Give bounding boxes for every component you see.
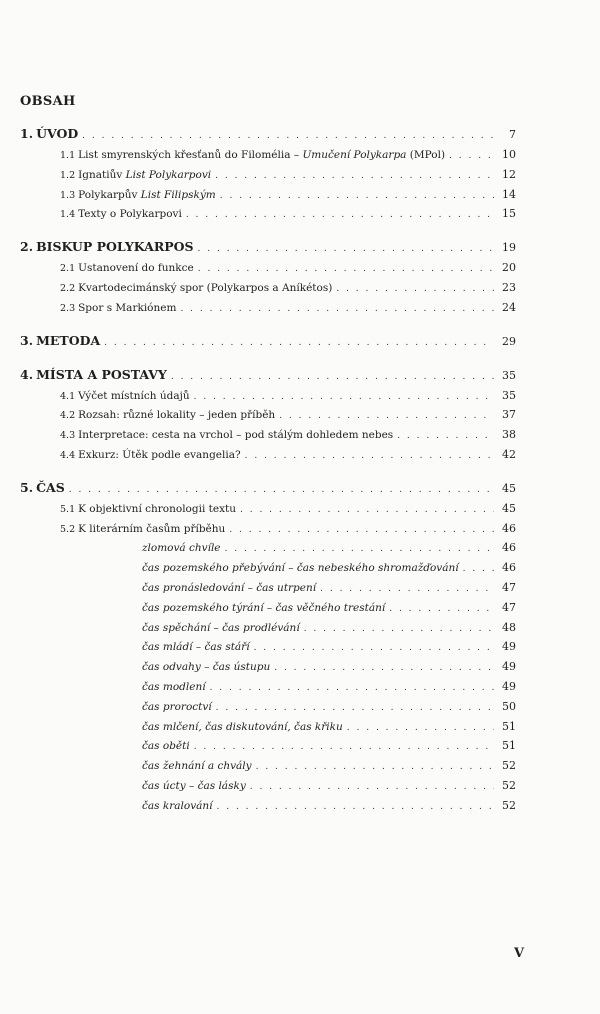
- subentry-title: čas kralování: [142, 799, 213, 812]
- toc-chapter[interactable]: [20, 365, 516, 387]
- chapter-number: 5.: [20, 479, 34, 495]
- toc-subentry[interactable]: [20, 737, 516, 757]
- toc-section-2: [20, 237, 516, 318]
- entry-number: 5.1: [60, 503, 76, 515]
- dot-leader: [198, 239, 494, 259]
- page-number: 46: [502, 541, 516, 555]
- entry-number: 1.2: [60, 169, 76, 181]
- entry-title: Rozsah: různé lokality – jeden příběh: [78, 409, 276, 422]
- chapter-title: BISKUP POLYKARPOS: [36, 239, 194, 255]
- entry-number: 5.2: [60, 523, 76, 535]
- subentry-title: čas mládí – čas stáří: [142, 641, 250, 654]
- page-number: 7: [509, 128, 516, 141]
- page-number: 45: [502, 501, 516, 515]
- dot-leader: [194, 738, 494, 757]
- chapter-number: 1.: [20, 126, 34, 141]
- subentry-title: zlomová chvíle: [142, 542, 221, 555]
- toc-entry[interactable]: [20, 406, 516, 426]
- entry-title: Spor s Markiónem: [78, 301, 177, 314]
- entry-title: Kvartodecimánský spor (Polykarpos a Aníkétos): [78, 281, 333, 294]
- subentry-title: čas spěchání – čas prodlévání: [142, 621, 300, 634]
- subentry-title: čas proroctví: [142, 700, 212, 713]
- entry-title: Výčet místních údajů: [78, 389, 190, 402]
- toc-entry[interactable]: [20, 279, 516, 299]
- dot-leader: [220, 187, 494, 206]
- subentry-title: čas žehnání a chvály: [142, 760, 252, 773]
- toc-section-4: [20, 365, 516, 466]
- page-number: 48: [502, 620, 516, 634]
- dot-leader: [320, 580, 494, 599]
- entry-title: List smyrenských křesťanů do Filomélia – Umučení Polykarpa (MPol): [78, 149, 446, 161]
- dot-leader: [217, 798, 494, 817]
- toc-subentry[interactable]: [20, 559, 516, 579]
- entry-title: Texty o Polykarpovi: [78, 208, 182, 221]
- toc-subentry[interactable]: [20, 599, 516, 619]
- page-number: 20: [502, 261, 516, 275]
- entry-number: 2.1: [60, 263, 76, 275]
- entry-number: 1.4: [60, 209, 76, 221]
- dot-leader: [229, 521, 494, 540]
- subentry-title: čas pozemského přebývání – čas nebeského shromažďování: [142, 562, 459, 575]
- chapter-number: 2.: [20, 239, 34, 255]
- dot-leader: [463, 560, 494, 579]
- page-number: 19: [502, 241, 516, 255]
- subentry-title: čas mlčení, čas diskutování, čas křiku: [142, 720, 343, 733]
- toc-entry[interactable]: [20, 186, 516, 206]
- chapter-title: METODA: [36, 332, 101, 348]
- page-number: 46: [502, 561, 516, 575]
- subentry-title: čas pronásledování – čas utrpení: [142, 581, 317, 594]
- page-number: 46: [502, 521, 516, 535]
- dot-leader: [210, 679, 494, 698]
- chapter-title: MÍSTA A POSTAVY: [36, 366, 167, 382]
- entry-title: K literárním časům příběhu: [78, 522, 226, 535]
- dot-leader: [347, 719, 494, 738]
- toc-subentry[interactable]: [20, 579, 516, 599]
- page-number: 49: [502, 640, 516, 654]
- toc-chapter[interactable]: [20, 331, 516, 353]
- toc-subentry[interactable]: [20, 797, 516, 817]
- toc-entry[interactable]: [20, 426, 516, 446]
- toc-subentry[interactable]: [20, 678, 516, 698]
- toc-subentry[interactable]: [20, 757, 516, 777]
- entry-title: Ustanovení do funkce: [78, 262, 194, 275]
- page-number: 35: [502, 388, 516, 402]
- toc-section-1: [20, 124, 516, 225]
- dot-leader: [198, 260, 494, 279]
- page-number: 47: [502, 600, 516, 614]
- entry-title: Exkurz: Útěk podle evangelia?: [78, 448, 241, 461]
- dot-leader: [336, 280, 494, 299]
- entry-title: Ignatiův List Polykarpovi: [78, 168, 212, 181]
- toc-subentry[interactable]: [20, 658, 516, 678]
- dot-leader: [194, 388, 494, 407]
- entry-number: 4.4: [60, 449, 76, 461]
- dot-leader: [304, 620, 494, 639]
- entry-title: Polykarpův List Filipským: [78, 188, 216, 201]
- page-number: 37: [502, 408, 516, 422]
- dot-leader: [274, 659, 494, 678]
- entry-title: K objektivní chronologii textu: [78, 502, 236, 515]
- page-number: 38: [502, 428, 516, 442]
- chapter-title: ÚVOD: [36, 126, 79, 141]
- page-number: 47: [502, 580, 516, 594]
- page-number: 24: [502, 300, 516, 314]
- toc-entry[interactable]: [20, 500, 516, 520]
- page-number: 35: [502, 368, 516, 382]
- toc-entry[interactable]: [20, 446, 516, 466]
- dot-leader: [245, 447, 494, 466]
- dot-leader: [215, 167, 494, 186]
- dot-leader: [180, 300, 494, 319]
- subentry-title: čas oběti: [142, 740, 190, 753]
- page-number: 10: [502, 148, 516, 161]
- dot-leader: [171, 367, 494, 387]
- entry-title: Interpretace: cesta na vrchol – pod stálým dohledem nebes: [78, 429, 394, 442]
- page-number: 14: [502, 187, 516, 201]
- page-number: 45: [502, 481, 516, 495]
- subentry-title: čas pozemského týrání – čas věčného trestání: [142, 601, 386, 614]
- toc-section-3: [20, 331, 516, 353]
- toc-chapter[interactable]: [20, 478, 516, 500]
- page-number: 51: [502, 739, 516, 753]
- toc-entry[interactable]: [20, 520, 516, 540]
- table-of-contents: [20, 124, 516, 829]
- subentry-title: čas úcty – čas lásky: [142, 779, 246, 792]
- toc-entry[interactable]: [20, 166, 516, 186]
- page-number: 23: [502, 280, 516, 294]
- subentry-title: čas modlení: [142, 680, 206, 693]
- dot-leader: [254, 639, 494, 658]
- chapter-title: ČAS: [36, 479, 65, 495]
- dot-leader: [82, 126, 494, 146]
- entry-number: 2.3: [60, 302, 76, 314]
- toc-subentry[interactable]: [20, 698, 516, 718]
- page-number: 12: [502, 167, 516, 181]
- dot-leader: [397, 427, 494, 446]
- toc-entry[interactable]: [20, 259, 516, 279]
- page-number: 52: [502, 798, 516, 812]
- page-number: 52: [502, 778, 516, 792]
- page-number: 49: [502, 660, 516, 674]
- toc-chapter[interactable]: [20, 237, 516, 259]
- toc-subentry[interactable]: [20, 718, 516, 738]
- page-number: 29: [502, 334, 516, 348]
- page-number: 51: [502, 719, 516, 733]
- toc-entry[interactable]: [20, 205, 516, 225]
- entry-number: 2.2: [60, 282, 76, 294]
- page-number: 15: [502, 207, 516, 221]
- dot-leader: [256, 758, 494, 777]
- toc-subentry[interactable]: [20, 777, 516, 797]
- page-number: 50: [502, 699, 516, 713]
- dot-leader: [69, 480, 494, 500]
- entry-number: 4.1: [60, 390, 76, 402]
- toc-subentry[interactable]: [20, 638, 516, 658]
- dot-leader: [449, 147, 494, 166]
- toc-entry[interactable]: [20, 387, 516, 407]
- page-number: 49: [502, 679, 516, 693]
- dot-leader: [186, 206, 494, 225]
- dot-leader: [225, 540, 494, 559]
- dot-leader: [389, 600, 494, 619]
- entry-number: 4.2: [60, 410, 76, 422]
- page-number: 52: [502, 759, 516, 773]
- toc-subentry[interactable]: [20, 619, 516, 639]
- subentry-title: čas odvahy – čas ústupu: [142, 661, 271, 674]
- dot-leader: [240, 501, 494, 520]
- dot-leader: [250, 778, 494, 797]
- chapter-number: 4.: [20, 366, 34, 382]
- dot-leader: [216, 699, 494, 718]
- toc-chapter[interactable]: [20, 124, 516, 146]
- chapter-number: 3.: [20, 332, 34, 348]
- entry-number: 1.3: [60, 189, 76, 201]
- page-number: 42: [502, 447, 516, 461]
- dot-leader: [104, 333, 494, 353]
- toc-entry[interactable]: [20, 299, 516, 319]
- page-heading: OBSAH: [20, 94, 76, 109]
- entry-number: 4.3: [60, 430, 76, 442]
- dot-leader: [279, 407, 494, 426]
- entry-number: 1.1: [60, 150, 76, 161]
- toc-subentry[interactable]: [20, 539, 516, 559]
- toc-section-5: [20, 478, 516, 817]
- toc-entry[interactable]: [20, 146, 516, 166]
- folio-page-number: V: [514, 946, 525, 961]
